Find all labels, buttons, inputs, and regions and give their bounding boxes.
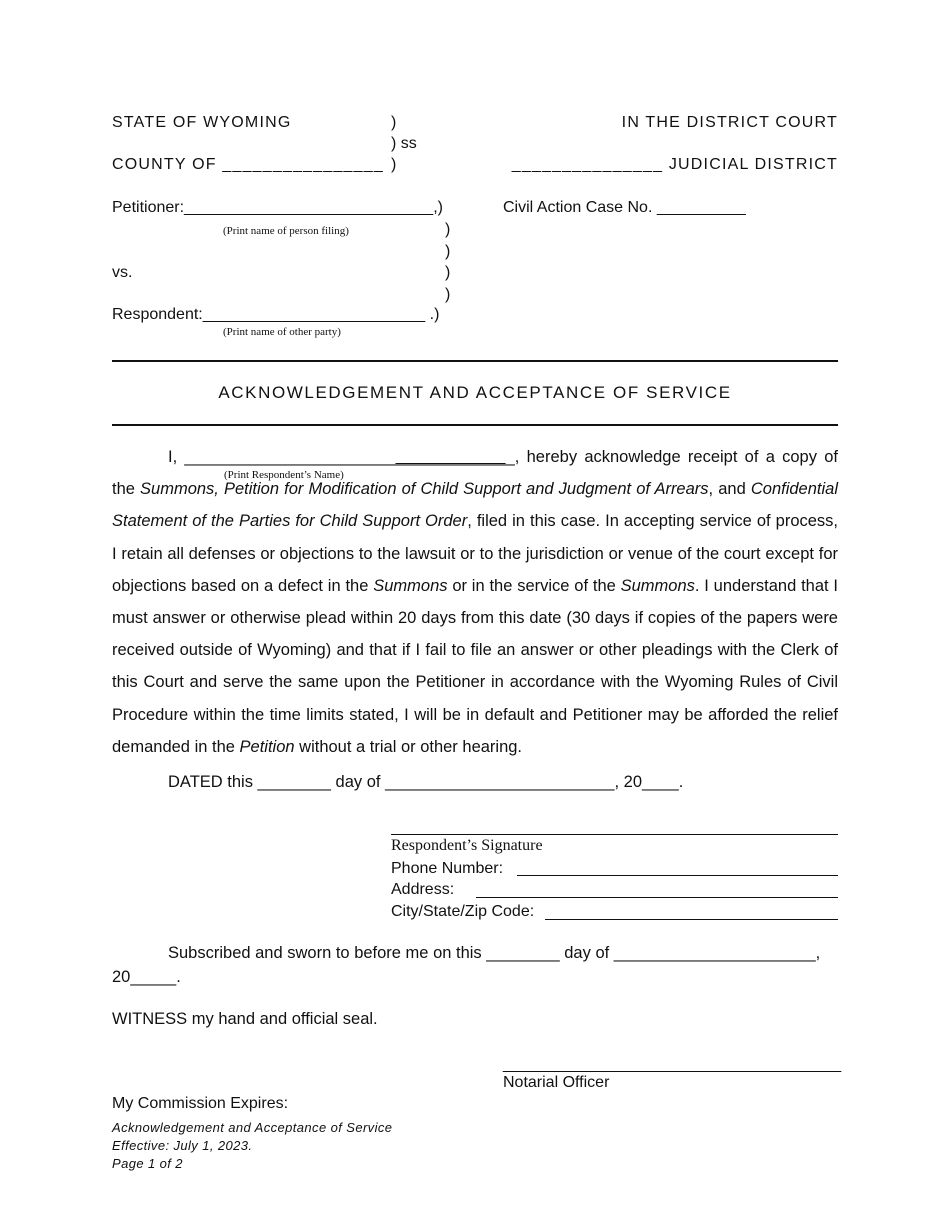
commission-expires-label: My Commission Expires: (112, 1095, 289, 1112)
notarial-officer-label: Notarial Officer (503, 1074, 610, 1091)
city-state-zip-label: City/State/Zip Code: (391, 903, 535, 920)
document-list: Summons, Petition for Modification of Child Support and Judgment of Arrears (140, 480, 709, 499)
address-label: Address: (391, 881, 455, 898)
top-rule (112, 360, 838, 362)
respondent-name-blank-2: ____________ (395, 448, 506, 466)
phone-label: Phone Number: (391, 860, 504, 877)
respondent-name-hint: (Print Respondent’s Name) (224, 469, 344, 481)
caption-paren: ) (391, 156, 397, 173)
phone-line (517, 875, 838, 876)
caption-paren: ) (445, 221, 451, 238)
state-label: STATE OF WYOMING (112, 114, 292, 131)
subscribed-line: Subscribed and sworn to before me on this ________ day of ______________________, (168, 944, 821, 962)
respondent-line: Respondent:_________________________ .) (112, 306, 440, 323)
document-title: ACKNOWLEDGEMENT AND ACCEPTANCE OF SERVICE (218, 383, 732, 402)
respondent-signature-label: Respondent’s Signature (391, 837, 543, 854)
caption-paren: ) (445, 286, 451, 303)
judicial-district-label: _______________ JUDICIAL DISTRICT (511, 156, 838, 173)
respondent-hint: (Print name of other party) (223, 326, 341, 338)
footer-page-number: Page 1 of 2 (112, 1156, 183, 1171)
year-line: 20_____. (112, 968, 181, 986)
caption-paren: ) (445, 243, 451, 260)
caption-paren: ) (391, 114, 397, 131)
confidential-statement: Confidential Statement of the Parties for Child Support Order (112, 480, 838, 531)
footer-form-name: Acknowledgement and Acceptance of Service (112, 1120, 393, 1135)
caption-ss: ) ss (391, 135, 417, 152)
bottom-rule (112, 424, 838, 426)
county-label: COUNTY OF ________________ (112, 156, 384, 173)
caption-paren: ) (445, 264, 451, 281)
acknowledgement-paragraph: I, ____________________________________, hereby acknowledge receipt of a copy of the Summons, Petition for Modification of Child Support and Judgment of Arrears, and Confidential Statement of the Parties for Child Support Order, filed in this case. In accepting service of process, I retain all defenses or objections to the lawsuit or to the jurisdiction or venue of the court except for objections based on a defect in the Summons or in the service of the Summons. I understand that I must answer or otherwise plead within 20 days from this date (30 days if copies of the papers were received outside of Wyoming) and that if I fail to file an answer or other pleadings with the Clerk of this Court and serve the same upon the Petitioner in accordance with the Wyoming Rules of Civil Procedure within the time limits stated, I will be in default and Petitioner may be afforded the relief demanded in the Petition without a trial or other hearing. (112, 448, 839, 756)
footer-effective-date: Effective: July 1, 2023. (112, 1138, 253, 1153)
case-number-label: Civil Action Case No. __________ (503, 199, 746, 216)
city-state-zip-line (545, 919, 838, 920)
address-line (476, 897, 838, 898)
vs-label: vs. (112, 264, 133, 281)
dated-line: DATED this ________ day of _________________________, 20____. (168, 773, 684, 791)
court-label: IN THE DISTRICT COURT (621, 114, 838, 131)
signature-line (391, 834, 838, 835)
notary-signature-line: ______________________________________ (503, 1056, 842, 1073)
petitioner-hint: (Print name of person filing) (223, 225, 349, 237)
respondent-name-blank: I, _______________________ (168, 448, 396, 466)
petitioner-line: Petitioner:____________________________,) (112, 199, 443, 216)
witness-line: WITNESS my hand and official seal. (112, 1010, 378, 1028)
